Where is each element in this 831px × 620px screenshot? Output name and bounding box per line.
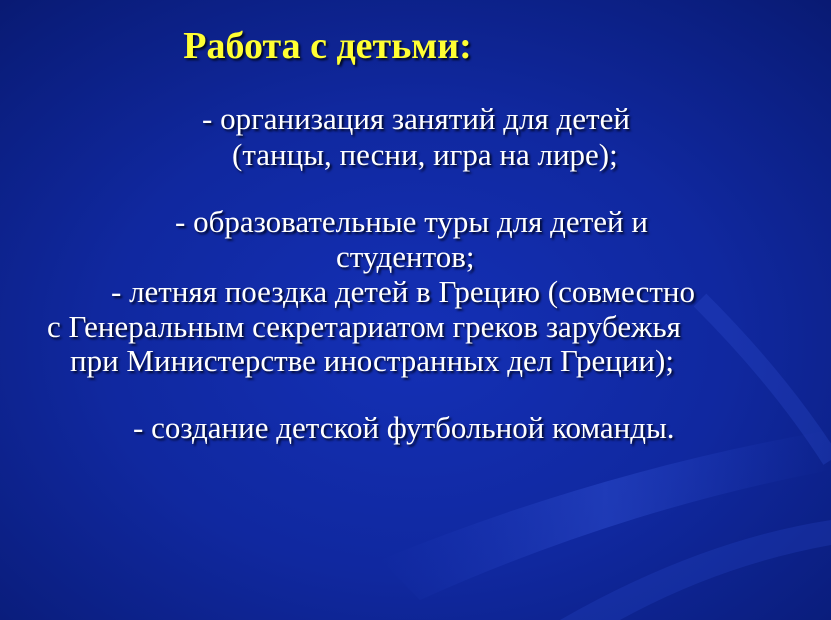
bullet-line-5: - летняя поездка детей в Грецию (совместно xyxy=(111,274,695,309)
bullet-line-2: (танцы, песни, игра на лире); xyxy=(232,137,618,172)
slide-title: Работа с детьми: xyxy=(183,25,472,67)
bullet-line-1: - организация занятий для детей xyxy=(202,101,630,136)
bullet-line-4: студентов; xyxy=(336,239,475,274)
bullet-line-6: с Генеральным секретариатом греков зарубежья xyxy=(47,309,681,344)
bullet-line-7: при Министерстве иностранных дел Греции); xyxy=(70,343,674,378)
bullet-line-3: - образовательные туры для детей и xyxy=(175,204,648,239)
bullet-line-8: - создание детской футбольной команды. xyxy=(133,410,675,445)
